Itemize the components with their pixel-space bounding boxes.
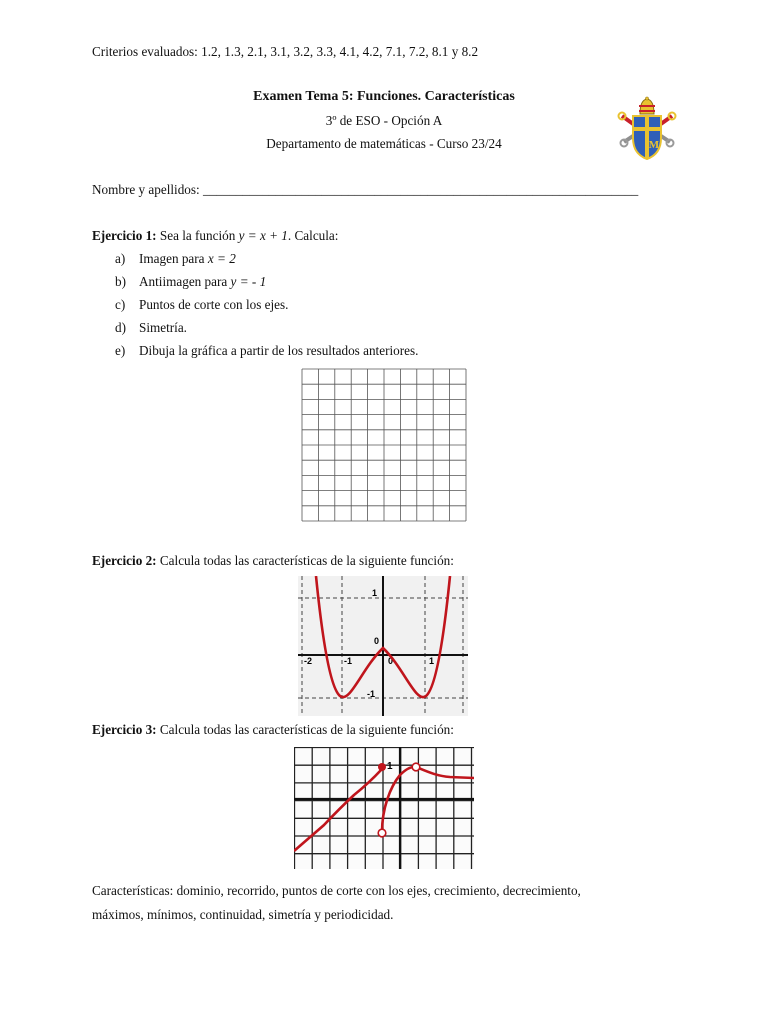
exercise-2-label: Ejercicio 2: — [92, 553, 157, 568]
name-label: Nombre y apellidos: — [92, 182, 200, 197]
course-line: 3º de ESO - Opción A — [325, 113, 443, 128]
item-text: Imagen para — [139, 251, 208, 266]
item-letter: e) — [115, 343, 126, 358]
exercise-2-graph — [298, 576, 468, 716]
item-math: x = 2 — [207, 251, 236, 266]
item-letter: a) — [115, 251, 126, 266]
exercise-3-graph — [294, 747, 474, 869]
exercise-3-text: Calcula todas las características de la siguiente función: — [159, 722, 454, 737]
tick-label: 1 — [429, 656, 435, 666]
item-letter: d) — [115, 320, 126, 335]
tick-label: 0 — [388, 656, 394, 666]
exercise-1-statement — [92, 229, 338, 242]
criteria-line: Criterios evaluados: 1.2, 1.3, 2.1, 3.1, 3.2, 3.3, 4.1, 4.2, 7.1, 7.2, 8.1 y 8.2 — [92, 44, 479, 59]
tick-label: 1 — [387, 761, 393, 772]
exercise-2-statement — [92, 554, 454, 567]
item-text: Puntos de corte con los ejes. — [139, 297, 289, 312]
department-line: Departamento de matemáticas - Curso 23/24 — [266, 136, 502, 151]
list-item — [115, 251, 236, 266]
item-letter: b) — [115, 274, 126, 289]
tick-label: -1 — [344, 656, 353, 666]
tick-label: 1 — [371, 588, 377, 598]
name-blank-line[interactable]: __________________________________________________________________ — [202, 182, 639, 197]
filled-point — [378, 763, 386, 771]
name-field[interactable] — [92, 183, 638, 196]
open-point — [412, 763, 420, 771]
list-item — [115, 320, 187, 335]
tick-label: 0 — [373, 636, 379, 646]
tick-label: -1 — [366, 689, 375, 699]
drawing-grid[interactable] — [301, 368, 467, 522]
exercise-3-statement — [92, 723, 454, 736]
list-item — [115, 297, 289, 312]
exercise-1-formula: y = x + 1 — [238, 228, 288, 243]
crest-initial: M — [648, 139, 660, 151]
tick-label: -2 — [304, 656, 313, 666]
list-item — [115, 274, 267, 289]
school-crest-icon — [616, 96, 678, 162]
list-item — [115, 343, 419, 358]
exercise-1-label: Ejercicio 1: — [92, 228, 157, 243]
exam-title: Examen Tema 5: Funciones. Características — [253, 89, 515, 104]
exercise-2-text: Calcula todas las características de la siguiente función: — [159, 553, 454, 568]
item-text: Simetría. — [139, 320, 187, 335]
characteristics-line-1: Características: dominio, recorrido, puntos de corte con los ejes, crecimiento, decrecimiento, — [92, 883, 581, 898]
characteristics-line-2: máximos, mínimos, continuidad, simetría y periodicidad. — [92, 907, 394, 922]
item-math: y = - 1 — [230, 274, 267, 289]
item-text: Antiimagen para — [139, 274, 231, 289]
item-letter: c) — [115, 297, 126, 312]
exercise-3-label: Ejercicio 3: — [92, 722, 157, 737]
exercise-1-text: Sea la función — [159, 228, 236, 243]
exercise-1-text-end: . Calcula: — [287, 228, 339, 243]
item-text: Dibuja la gráfica a partir de los resultados anteriores. — [139, 343, 419, 358]
open-point — [378, 829, 386, 837]
